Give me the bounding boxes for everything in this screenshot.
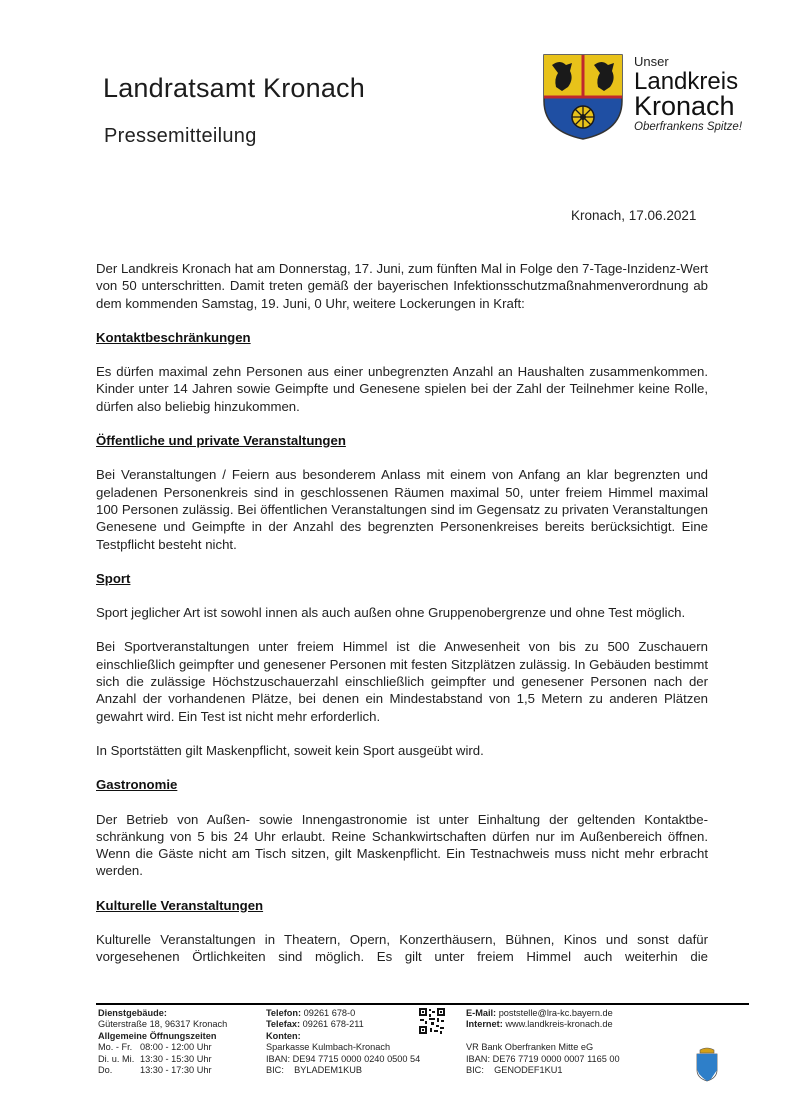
paragraph-sport-3: In Sportstätten gilt Maskenpflicht, soweit kein Sport ausgeübt wird.: [96, 742, 484, 758]
press-body: [96, 260, 708, 966]
hours-time: 13:30 - 15:30 Uhr: [140, 1053, 212, 1064]
paragraph-gastronomie: Der Betrieb von Außen- sowie Innengastronomie ist unter Einhaltung der geltenden Kontaktbeschränkung von 5 bis 24 Uhr erlaubt. Reine Schankwirtschaften dürfen nur im Außenbereich öffnen. Wenn die Gäste nicht am Tisch sitzen, gilt Maskenpflicht. Ein Testnachweis muss nicht mehr erbracht werden.: [96, 811, 708, 879]
footer-tel-label: Telefon:: [266, 1008, 302, 1018]
coat-of-arms-icon: [542, 53, 624, 141]
footer-address: Güterstraße 18, 96317 Kronach: [98, 1019, 228, 1030]
footer-bank2-iban-label: IBAN:: [466, 1053, 490, 1064]
footer-online-column: [466, 1008, 686, 1076]
footer-fax-label: Telefax:: [266, 1019, 301, 1030]
logo-line-kronach: Kronach: [634, 91, 735, 121]
paragraph-sport-1: Sport jeglicher Art ist sowohl innen als auch außen ohne Gruppenobergrenze und ohne Test möglich.: [96, 605, 686, 621]
footer-bank1-iban-label: IBAN:: [266, 1053, 290, 1064]
bavarian-coat-of-arms-icon: [694, 1046, 720, 1082]
logo-tagline: Oberfrankens Spitze!: [634, 121, 743, 133]
footer-divider: [96, 1003, 749, 1005]
footer-bank2: VR Bank Oberfranken Mitte eG: [466, 1042, 594, 1053]
footer-bank2-bic: GENODEF1KU1: [494, 1065, 563, 1076]
footer-email-label: E-Mail:: [466, 1008, 497, 1018]
intro-paragraph: Der Landkreis Kronach hat am Donnerstag, 17. Juni, zum fünften Mal in Folge den 7-Tage-Inzidenz-Wert von 50 unterschritten. Damit treten gemäß der bayerischen Infektionsschutzmaßnahmenverordnung ab dem kommenden Samstag, 19. Juni, 0 Uhr, weitere Lockerungen in Kraft:: [96, 261, 708, 311]
paragraph-veranstaltungen: Bei Veranstaltungen / Feiern aus besonderem Anlass mit einem von Anfang an klar begrenzten und geladenen Personenkreis sind in geschlossenen Räumen maximal 50, unter freiem Himmel maximal 100 Personen zulässig. Bei öffentlichen Veranstaltungen sind im Gegensatz zu privaten Veranstaltungen Genesene und Geimpfte in der Anzahl des begrenzten Personenkreises bereits berücksichtigt. Eine Testpflicht besteht nicht.: [96, 467, 708, 552]
logo-line-landkreis: Landkreis: [634, 68, 739, 95]
footer-bank1-bic-label: BIC:: [266, 1065, 284, 1076]
document-type: Pressemitteilung: [104, 125, 257, 147]
footer-bank2-iban: DE76 7719 0000 0007 1165 00: [492, 1053, 620, 1064]
footer-hours-table: [98, 1042, 212, 1076]
footer-bank1-iban: DE94 7715 0000 0240 0500 54: [292, 1053, 421, 1064]
paragraph-sport-2: Bei Sportveranstaltungen unter freiem Himmel ist die Anwesenheit von bis zu 500 Zuschauern einschließlich geimpfter und genesener Personen mit festen Sitzplätzen zulässig. In Gebäuden bestimmt sich die zulässige Höchstzuschauerzahl einschließlich geimpfter und genesener Personen nach der Anzahl der vorhandenen Plätze, bei denen ein Mindestabstand von 1,5 Metern zu anderen Plätzen gewahrt wird. Ein Test ist nicht mehr erforderlich.: [96, 639, 708, 724]
document-title: Landratsamt Kronach: [103, 73, 365, 103]
hours-time: 13:30 - 17:30 Uhr: [140, 1065, 212, 1076]
paragraph-kontakt: Es dürfen maximal zehn Personen aus einer unbegrenzten Anzahl an Haushalten zusammenkommen. Kinder unter 14 Jahren sowie Geimpfte und Genesene spielen bei der Zahl der Teilnehmer keine Rolle, dürfen also beliebig hinzukommen.: [96, 364, 708, 414]
hours-time: 08:00 - 12:00 Uhr: [140, 1042, 212, 1053]
footer-email[interactable]: poststelle@lra-kc.bayern.de: [498, 1008, 613, 1018]
footer-dienst-label: Dienstgebäude:: [98, 1008, 167, 1018]
footer-internet-label: Internet:: [466, 1019, 503, 1030]
footer-bank2-bic-label: BIC:: [466, 1065, 484, 1076]
footer-address-column: [98, 1008, 263, 1076]
footer-tel: 09261 678-0: [303, 1008, 356, 1018]
footer-hours-label: Allgemeine Öffnungszeiten: [98, 1030, 217, 1041]
hours-row: [98, 1042, 212, 1053]
heading-kontakt: Kontaktbeschränkungen: [96, 329, 251, 345]
landkreis-logo: [542, 53, 762, 143]
hours-days: Do.: [98, 1065, 113, 1076]
document-date: Kronach, 17.06.2021: [571, 208, 697, 223]
heading-veranstaltungen: Öffentliche und private Veranstaltungen: [96, 433, 346, 449]
hours-days: Mo. - Fr.: [98, 1042, 133, 1053]
hours-row: [98, 1054, 212, 1065]
hours-row: [98, 1065, 212, 1076]
footer-internet[interactable]: www.landkreis-kronach.de: [505, 1019, 613, 1030]
hours-days: Di. u. Mi.: [98, 1053, 135, 1064]
heading-gastronomie: Gastronomie: [96, 777, 178, 793]
logo-line-unser: Unser: [634, 54, 669, 69]
qr-code-icon: [419, 1008, 445, 1034]
footer-bank1-bic: BYLADEM1KUB: [294, 1065, 363, 1076]
footer-fax: 09261 678-211: [302, 1019, 364, 1030]
paragraph-kultur: Kulturelle Veranstaltungen in Theatern, Opern, Konzerthäusern, Bühnen, Kinos und sonst dafür vorgesehenen Örtlichkeiten sind möglich. Es gilt unter freiem Himmel auch weiterhin die: [96, 932, 708, 965]
footer-konten-label: Konten:: [266, 1030, 301, 1041]
heading-kultur: Kulturelle Veranstaltungen: [96, 897, 264, 913]
heading-sport: Sport: [96, 570, 131, 586]
footer-bank1: Sparkasse Kulmbach-Kronach: [266, 1042, 391, 1053]
